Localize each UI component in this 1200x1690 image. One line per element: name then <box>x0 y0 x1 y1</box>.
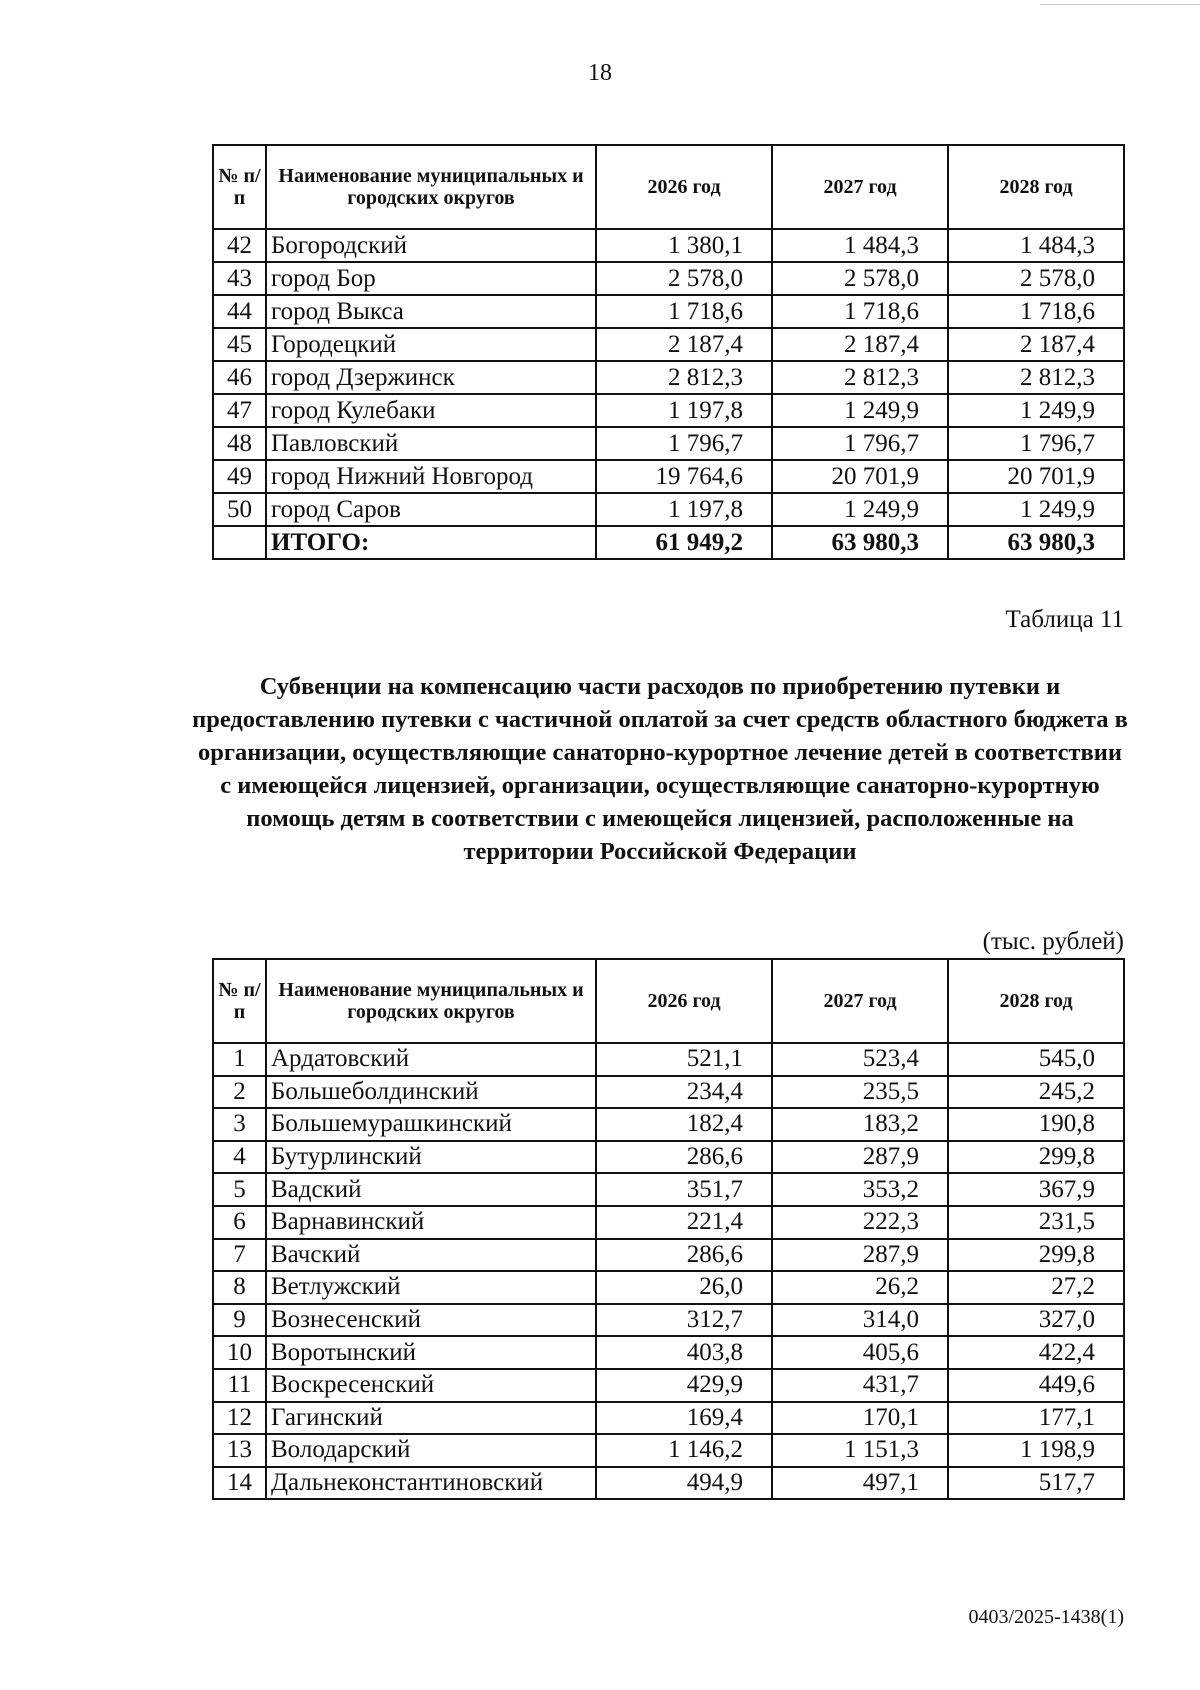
row-number: 12 <box>213 1402 266 1435</box>
row-name: Богородский <box>266 229 596 262</box>
table-row <box>213 493 1124 526</box>
row-value-2027: 2 187,4 <box>772 328 948 361</box>
row-name: Большеболдинский <box>266 1076 596 1109</box>
row-name: Городецкий <box>266 328 596 361</box>
table-label: Таблица 11 <box>1005 606 1124 633</box>
row-value-2028: 422,4 <box>948 1336 1124 1369</box>
row-number: 47 <box>213 394 266 427</box>
row-value-2028: 1 484,3 <box>948 229 1124 262</box>
row-value-2026: 26,0 <box>596 1271 772 1304</box>
row-value-2026: 169,4 <box>596 1402 772 1435</box>
row-number: 43 <box>213 262 266 295</box>
row-name: город Бор <box>266 262 596 295</box>
row-name: Павловский <box>266 427 596 460</box>
row-name: Дальнеконстантиновский <box>266 1467 596 1500</box>
row-value-2026: 521,1 <box>596 1043 772 1076</box>
row-name: Воскресенский <box>266 1369 596 1402</box>
table-row <box>213 1239 1124 1272</box>
total-2026: 61 949,2 <box>596 526 772 559</box>
table-row <box>213 1076 1124 1109</box>
row-number: 7 <box>213 1239 266 1272</box>
row-value-2028: 1 249,9 <box>948 493 1124 526</box>
units-label: (тыс. рублей) <box>982 928 1124 955</box>
row-value-2027: 2 578,0 <box>772 262 948 295</box>
row-number: 4 <box>213 1141 266 1174</box>
header-name: Наименование муниципальных и городских округов <box>266 145 596 229</box>
row-name: Володарский <box>266 1434 596 1467</box>
row-number: 9 <box>213 1304 266 1337</box>
table-row <box>213 295 1124 328</box>
row-value-2027: 353,2 <box>772 1173 948 1206</box>
table-row <box>213 1402 1124 1435</box>
row-number: 8 <box>213 1271 266 1304</box>
row-value-2026: 429,9 <box>596 1369 772 1402</box>
row-value-2026: 1 718,6 <box>596 295 772 328</box>
row-value-2026: 221,4 <box>596 1206 772 1239</box>
row-name: Вадский <box>266 1173 596 1206</box>
row-number: 11 <box>213 1369 266 1402</box>
row-number: 13 <box>213 1434 266 1467</box>
total-row <box>213 526 1124 559</box>
row-name: Ветлужский <box>266 1271 596 1304</box>
header-2027: 2027 год <box>772 145 948 229</box>
row-value-2026: 2 187,4 <box>596 328 772 361</box>
row-name: город Кулебаки <box>266 394 596 427</box>
row-name: город Саров <box>266 493 596 526</box>
row-name: Воротынский <box>266 1336 596 1369</box>
row-value-2026: 1 796,7 <box>596 427 772 460</box>
header-name: Наименование муниципальных и городских округов <box>266 959 596 1043</box>
row-name: Большемурашкинский <box>266 1108 596 1141</box>
row-number: 46 <box>213 361 266 394</box>
row-value-2027: 1 796,7 <box>772 427 948 460</box>
row-number: 10 <box>213 1336 266 1369</box>
row-name: Варнавинский <box>266 1206 596 1239</box>
row-value-2027: 183,2 <box>772 1108 948 1141</box>
row-number: 44 <box>213 295 266 328</box>
row-value-2026: 19 764,6 <box>596 460 772 493</box>
row-value-2026: 403,8 <box>596 1336 772 1369</box>
row-value-2027: 1 249,9 <box>772 493 948 526</box>
header-num: № п/п <box>213 145 266 229</box>
header-2028: 2028 год <box>948 145 1124 229</box>
row-value-2027: 405,6 <box>772 1336 948 1369</box>
row-value-2027: 1 249,9 <box>772 394 948 427</box>
row-value-2026: 182,4 <box>596 1108 772 1141</box>
table-row <box>213 1043 1124 1076</box>
row-value-2028: 27,2 <box>948 1271 1124 1304</box>
table-row <box>213 1467 1124 1500</box>
header-2027: 2027 год <box>772 959 948 1043</box>
document-code: 0403/2025-1438(1) <box>968 1606 1124 1628</box>
table-subventions <box>212 958 1125 1500</box>
row-value-2026: 234,4 <box>596 1076 772 1109</box>
header-2026: 2026 год <box>596 959 772 1043</box>
row-value-2027: 314,0 <box>772 1304 948 1337</box>
row-value-2028: 1 718,6 <box>948 295 1124 328</box>
table-row <box>213 1434 1124 1467</box>
table-row <box>213 1271 1124 1304</box>
row-value-2028: 517,7 <box>948 1467 1124 1500</box>
row-value-2026: 286,6 <box>596 1239 772 1272</box>
row-value-2026: 1 197,8 <box>596 493 772 526</box>
row-value-2028: 2 187,4 <box>948 328 1124 361</box>
row-value-2028: 449,6 <box>948 1369 1124 1402</box>
row-value-2028: 545,0 <box>948 1043 1124 1076</box>
row-number: 6 <box>213 1206 266 1239</box>
table-row <box>213 1141 1124 1174</box>
total-label: ИТОГО: <box>266 526 596 559</box>
row-value-2026: 494,9 <box>596 1467 772 1500</box>
row-value-2028: 245,2 <box>948 1076 1124 1109</box>
section-title: Субвенции на компенсацию части расходов по приобретению путевки и предоставлению путевки с частичной оплатой за счет средств областного бюджета в организации, осуществляющие санаторно-курортное лечение детей в соответствии с имеющейся лицензией, организации, осуществляющие санаторно-курортную помощь детям в соответствии с имеющейся лицензией, расположенные на территории Российской Федерации <box>192 673 1128 865</box>
row-value-2026: 312,7 <box>596 1304 772 1337</box>
row-value-2028: 190,8 <box>948 1108 1124 1141</box>
row-value-2026: 2 578,0 <box>596 262 772 295</box>
total-empty-cell <box>213 526 266 559</box>
row-value-2026: 1 197,8 <box>596 394 772 427</box>
row-name: город Выкса <box>266 295 596 328</box>
row-value-2028: 367,9 <box>948 1173 1124 1206</box>
table-continuation <box>212 144 1125 560</box>
scan-edge-line <box>1040 0 1200 5</box>
table-row <box>213 427 1124 460</box>
row-value-2028: 231,5 <box>948 1206 1124 1239</box>
row-value-2027: 523,4 <box>772 1043 948 1076</box>
page-number: 18 <box>588 60 612 86</box>
total-2027: 63 980,3 <box>772 526 948 559</box>
row-value-2028: 2 812,3 <box>948 361 1124 394</box>
row-number: 2 <box>213 1076 266 1109</box>
row-value-2027: 235,5 <box>772 1076 948 1109</box>
row-value-2027: 170,1 <box>772 1402 948 1435</box>
table-row <box>213 1206 1124 1239</box>
row-value-2026: 1 380,1 <box>596 229 772 262</box>
row-value-2026: 351,7 <box>596 1173 772 1206</box>
table-row <box>213 229 1124 262</box>
table-header-row <box>213 959 1124 1043</box>
row-number: 5 <box>213 1173 266 1206</box>
row-value-2027: 1 151,3 <box>772 1434 948 1467</box>
row-value-2028: 1 198,9 <box>948 1434 1124 1467</box>
row-number: 1 <box>213 1043 266 1076</box>
row-name: город Нижний Новгород <box>266 460 596 493</box>
row-number: 48 <box>213 427 266 460</box>
row-number: 14 <box>213 1467 266 1500</box>
table-row <box>213 1108 1124 1141</box>
row-value-2028: 20 701,9 <box>948 460 1124 493</box>
header-2026: 2026 год <box>596 145 772 229</box>
row-value-2028: 1 796,7 <box>948 427 1124 460</box>
row-name: Вознесенский <box>266 1304 596 1337</box>
row-value-2026: 286,6 <box>596 1141 772 1174</box>
row-number: 49 <box>213 460 266 493</box>
row-value-2028: 1 249,9 <box>948 394 1124 427</box>
row-value-2028: 327,0 <box>948 1304 1124 1337</box>
table-row <box>213 460 1124 493</box>
row-name: Бутурлинский <box>266 1141 596 1174</box>
table-row <box>213 1173 1124 1206</box>
row-value-2027: 287,9 <box>772 1141 948 1174</box>
row-number: 50 <box>213 493 266 526</box>
total-2028: 63 980,3 <box>948 526 1124 559</box>
row-name: Ардатовский <box>266 1043 596 1076</box>
row-value-2028: 299,8 <box>948 1239 1124 1272</box>
row-name: Вачский <box>266 1239 596 1272</box>
row-value-2027: 1 718,6 <box>772 295 948 328</box>
row-name: Гагинский <box>266 1402 596 1435</box>
row-number: 45 <box>213 328 266 361</box>
row-value-2026: 2 812,3 <box>596 361 772 394</box>
row-value-2027: 222,3 <box>772 1206 948 1239</box>
table-row <box>213 361 1124 394</box>
row-number: 3 <box>213 1108 266 1141</box>
row-number: 42 <box>213 229 266 262</box>
table-row <box>213 1369 1124 1402</box>
row-value-2027: 20 701,9 <box>772 460 948 493</box>
row-value-2027: 26,2 <box>772 1271 948 1304</box>
row-value-2027: 287,9 <box>772 1239 948 1272</box>
row-value-2026: 1 146,2 <box>596 1434 772 1467</box>
row-value-2028: 299,8 <box>948 1141 1124 1174</box>
table-header-row <box>213 145 1124 229</box>
header-num: № п/п <box>213 959 266 1043</box>
table-row <box>213 1304 1124 1337</box>
table-row <box>213 328 1124 361</box>
row-value-2028: 2 578,0 <box>948 262 1124 295</box>
header-2028: 2028 год <box>948 959 1124 1043</box>
row-value-2028: 177,1 <box>948 1402 1124 1435</box>
table-row <box>213 262 1124 295</box>
row-value-2027: 497,1 <box>772 1467 948 1500</box>
row-value-2027: 431,7 <box>772 1369 948 1402</box>
table-row <box>213 394 1124 427</box>
table-row <box>213 1336 1124 1369</box>
row-name: город Дзержинск <box>266 361 596 394</box>
row-value-2027: 1 484,3 <box>772 229 948 262</box>
row-value-2027: 2 812,3 <box>772 361 948 394</box>
